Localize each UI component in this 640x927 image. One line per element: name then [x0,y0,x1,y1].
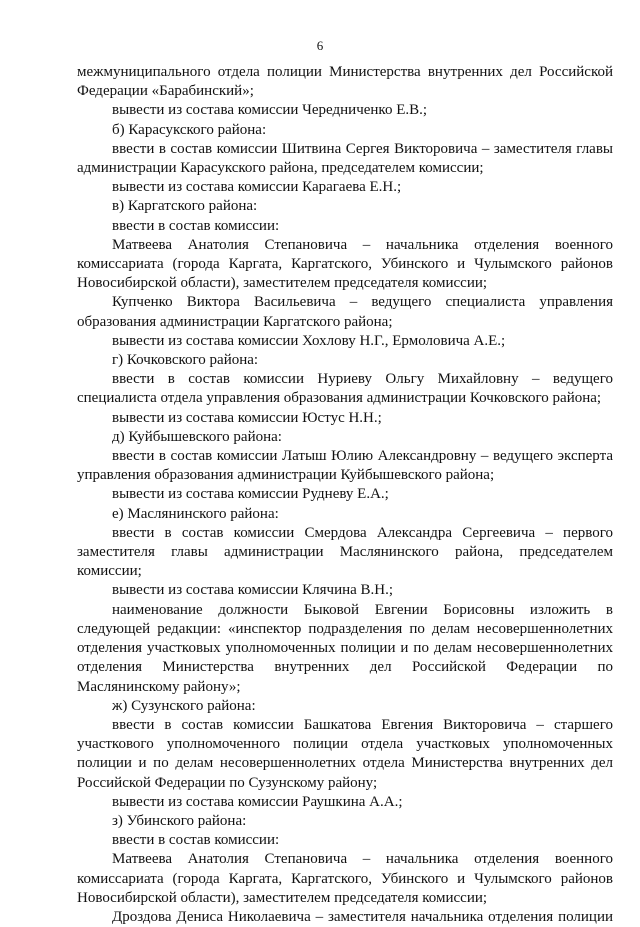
paragraph-26: Матвеева Анатолия Степановича – начальника отделения военного комиссариата (города Каргата, Каргатского, Убинского и Чулымского районов Новосибирской области), заместителем председателя комиссии; [77,851,613,906]
paragraph-14: д) Куйбышевского района: [112,428,282,445]
paragraph-8: Матвеева Анатолия Степановича – начальника отделения военного комиссариата (города Каргата, Каргатского, Убинского и Чулымского районов Новосибирской области), заместителем председателя комиссии; [77,236,613,292]
page-number: 6 [316,38,324,53]
paragraph-6: в) Каргатского района: [112,198,258,215]
paragraph-16: вывести из состава комиссии Рудневу Е.А.; [112,486,389,503]
paragraph-22: ввести в состав комиссии Башкатова Евгения Викторовича – старшего участкового уполномоченного полиции отдела участковых уполномоченных полиции и по делам несовершеннолетних отдела Министерства внутренних дел Российской Федерации по Сузунскому району; [77,716,613,791]
paragraph-25: ввести в состав комиссии: [112,832,280,849]
paragraph-2: вывести из состава комиссии Чередниченко Е.В.; [112,102,428,119]
paragraph-20: наименование должности Быковой Евгении Борисовны изложить в следующей редакции: «инспектор подразделения по делам несовершеннолетних отделения участковых уполномоченных полиции и по делам несовершеннолетних отделения Министерства внутренних дел Российской Федерации по Маслянинскому району»; [77,601,613,695]
paragraph-4: ввести в состав комиссии Шитвина Сергея Викторовича – заместителя главы администрации Карасукского района, председателем комиссии; [77,140,613,177]
paragraph-9: Купченко Виктора Васильевича – ведущего специалиста управления образования администрации Каргатского района; [77,294,613,330]
paragraph-11: г) Кочковского района: [112,352,259,369]
paragraph-12: ввести в состав комиссии Нуриеву Ольгу Михайловну – ведущего специалиста отдела управления образования администрации Кочковского района; [77,371,613,407]
paragraph-19: вывести из состава комиссии Клячина В.Н.; [112,582,394,599]
paragraph-3: б) Карасукского района: [112,121,267,138]
paragraph-1: межмуниципального отдела полиции Министерства внутренних дел Российской Федерации «Барабинский»; [77,64,613,100]
paragraph-18: ввести в состав комиссии Смердова Александра Сергеевича – первого заместителя главы администрации Маслянинского района, председателем комиссии; [77,524,613,580]
paragraph-7: ввести в состав комиссии: [112,217,280,234]
paragraph-15: ввести в состав комиссии Латыш Юлию Александровну – ведущего эксперта управления образования администрации Куйбышевского района; [77,448,613,484]
paragraph-5: вывести из состава комиссии Карагаева Е.Н.; [112,179,402,196]
paragraph-21: ж) Сузунского района: [112,697,256,714]
paragraph-13: вывести из состава комиссии Юстус Н.Н.; [112,409,382,426]
paragraph-23: вывести из состава комиссии Раушкина А.А.; [112,793,403,810]
paragraph-17: е) Маслянинского района: [112,505,279,522]
paragraph-10: вывести из состава комиссии Хохлову Н.Г., Ермоловича А.Е.; [112,332,506,349]
paragraph-24: з) Убинского района: [112,812,247,829]
paragraph-27: Дроздова Дениса Николаевича – заместителя начальника отделения полиции [112,908,613,925]
document-body [77,63,613,927]
